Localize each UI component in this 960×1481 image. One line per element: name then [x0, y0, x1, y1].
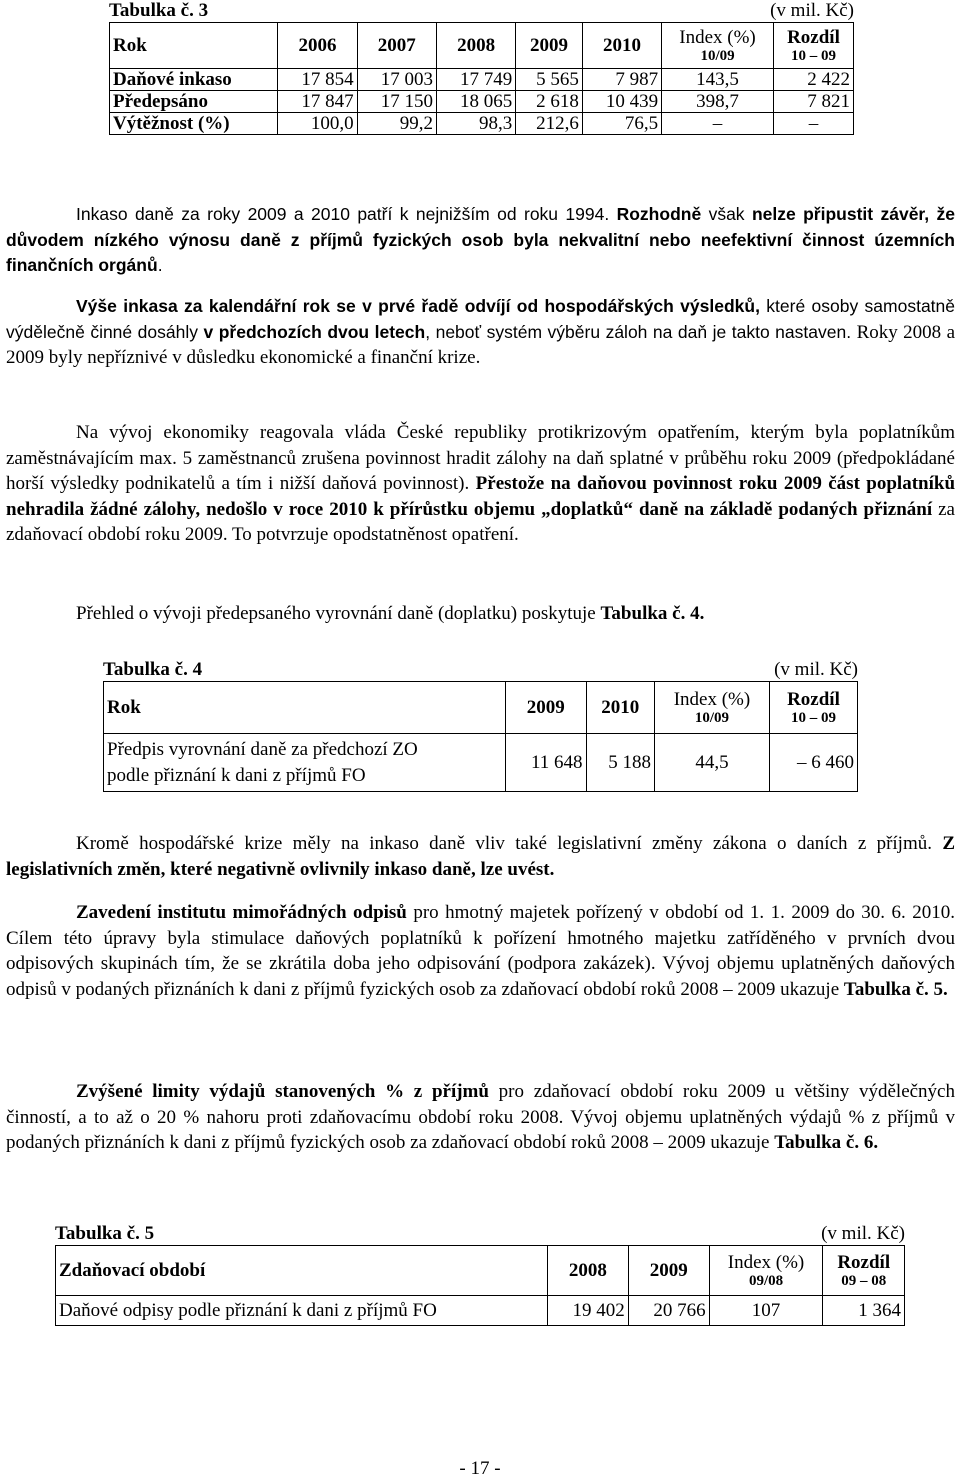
table-5-unit: (v mil. Kč) — [821, 1223, 905, 1244]
paragraph-7 — [6, 1079, 955, 1156]
p7-text: pro zdaňovací období roku 2009 u většiny výdělečných činností, a to až o 20 % nahoru proti zdaňovacímu období roku 2008. Vývoj objemu uplatněných výdajů % z příjmů v podaných přiznáních k dani z příjmů fyzických osob za zdaňovací období roků 2008 – 2009 ukazuje — [6, 1081, 955, 1153]
t3-rozdil-label: Rozdíl — [787, 27, 840, 48]
p1-text: však — [701, 204, 752, 224]
t5-index-label: Index (%) — [727, 1252, 805, 1273]
table-4-unit: (v mil. Kč) — [774, 659, 858, 680]
t3-index-label: Index (%) — [679, 27, 756, 48]
table-3-unit: (v mil. Kč) — [770, 0, 854, 21]
p1-text: Inkaso daně za roky 2009 a 2010 patří k nejnižším od roku 1994. — [76, 204, 617, 224]
p2-bold: v předchozích dvou letech — [203, 321, 426, 342]
t4-head-year: 2010 — [586, 682, 654, 734]
t3-head-year: 2009 — [516, 23, 583, 69]
table-4-caption: Tabulka č. 4 — [103, 659, 203, 680]
cell: 17 854 — [278, 69, 357, 91]
t4-head-rozdil — [769, 682, 857, 734]
table-3-grid — [109, 22, 854, 135]
cell: 143,5 — [662, 69, 774, 91]
t3-head-rozdil — [773, 23, 853, 69]
table-4-grid — [103, 681, 858, 792]
p2-text: které osoby samostatně výdělečně činné dosáhly — [6, 296, 956, 342]
cell: 2 422 — [773, 69, 853, 91]
cell: 7 821 — [773, 91, 853, 113]
cell: 18 065 — [436, 91, 515, 113]
paragraph-3 — [6, 420, 955, 548]
cell: 5 188 — [586, 734, 654, 792]
p1-bold: nelze připustit závěr, že důvodem nízkého výnosu daně z příjmů fyzických osob byla nekvalitní nebo neefektivní činnost územních finančních orgánů — [6, 204, 956, 275]
cell: – — [662, 113, 774, 135]
table-row — [110, 91, 854, 113]
cell: 11 648 — [506, 734, 587, 792]
cell: 10 439 — [582, 91, 661, 113]
t5-index-sub: 09/08 — [748, 1273, 784, 1289]
cell: 44,5 — [655, 734, 770, 792]
t3-head-year: 2008 — [436, 23, 515, 69]
p5-text: Kromě hospodářské krize měly na inkaso daně vliv také legislativní změny zákona o daních z příjmů. — [76, 833, 943, 854]
cell: 76,5 — [582, 113, 661, 135]
cell: 212,6 — [516, 113, 583, 135]
cell: 98,3 — [436, 113, 515, 135]
t4-rozdil-sub: 10 – 09 — [790, 710, 836, 726]
cell: 99,2 — [357, 113, 436, 135]
table-3 — [109, 0, 854, 135]
t4-index-sub: 10/09 — [694, 710, 730, 726]
t3-head-index — [662, 23, 774, 69]
paragraph-5 — [6, 831, 955, 882]
t3-index-sub: 10/09 — [700, 48, 735, 64]
row-label — [104, 734, 506, 792]
p2-text-serif: Roky 2008 a 2009 byly nepříznivé v důsledku ekonomické a finanční krize. — [6, 321, 955, 368]
cell: – — [773, 113, 853, 135]
row-label: Daňové inkaso — [110, 69, 278, 91]
table-row — [104, 734, 858, 792]
table-5 — [55, 1223, 905, 1326]
cell: 107 — [709, 1296, 823, 1326]
t5-rozdil-label: Rozdíl — [837, 1252, 891, 1273]
paragraph-2 — [6, 294, 955, 371]
row-label: Daňové odpisy podle přiznání k dani z příjmů FO — [56, 1296, 548, 1326]
p3-bold: Přestože na daňovou povinnost roku 2009 část poplatníků nehradila žádné zálohy, nedošlo v roce 2010 k přírůstku objemu „doplatků“ daně na základě podaných přiznání — [6, 473, 956, 520]
p2-text: , neboť systém výběru záloh na daň je takto nastaven. — [425, 321, 857, 342]
p3-text: za zdaňovací období roku 2009. To potvrzuje opodstatněnost opatření. — [6, 498, 955, 545]
cell: 398,7 — [662, 91, 774, 113]
table-4 — [103, 659, 858, 792]
t5-head-rozdil — [823, 1246, 905, 1296]
cell: 100,0 — [278, 113, 357, 135]
t5-head-index — [709, 1246, 823, 1296]
t4-head-index — [655, 682, 770, 734]
p5-bold: Z legislativních změn, které negativně ovlivnily inkaso daně, lze uvést. — [6, 833, 955, 880]
p4-text: Přehled o vývoji předepsaného vyrovnání daně (doplatku) poskytuje — [76, 603, 601, 624]
p6-text: pro hmotný majetek pořízený v období od 1. 1. 2009 do 30. 6. 2010. Cílem této úpravy byla stimulace daňových poplatníků k pořízení hmotného majetku zatříděného v prvních dvou odpisových skupinách tím, že se zkrátila doba jeho odpisování (podpora zakázek). Vývoj objemu uplatněných daňových odpisů v podaných přiznáních k dani z příjmů fyzických osob za zdaňovací období roků 2008 – 2009 ukazuje — [6, 902, 955, 1000]
page-number: - 17 - — [459, 1458, 501, 1479]
p4-bold: Tabulka č. 4. — [600, 603, 705, 624]
paragraph-1 — [6, 202, 955, 279]
table-row — [110, 113, 854, 135]
cell: 19 402 — [548, 1296, 629, 1326]
t5-head-year: 2008 — [548, 1246, 629, 1296]
p1-text: . — [157, 255, 163, 275]
p1-bold: Rozhodně — [616, 204, 702, 224]
t4-rozdil-label: Rozdíl — [787, 689, 840, 710]
t3-head-year: 2010 — [582, 23, 661, 69]
table-3-caption: Tabulka č. 3 — [109, 0, 209, 21]
p6-bold: Zavedení institutu mimořádných odpisů — [76, 902, 407, 923]
cell: 17 150 — [357, 91, 436, 113]
p3-text: Na vývoj ekonomiky reagovala vláda České republiky protikrizovým opatřením, kterým byla poplatníkům zaměstnávajícím max. 5 zaměstnanců zrušena povinnost hradit zálohy na daň splatné v průběhu roku 2009 (předpokládané horší výsledky podnikatelů a tím i nižší daňová povinnost). — [6, 422, 955, 494]
table-5-caption: Tabulka č. 5 — [55, 1223, 155, 1244]
p7-bold: Zvýšené limity výdajů stanovených % z příjmů — [76, 1081, 489, 1102]
cell: 7 987 — [582, 69, 661, 91]
cell: – 6 460 — [769, 734, 857, 792]
cell: 2 618 — [516, 91, 583, 113]
t3-head-rok: Rok — [110, 23, 278, 69]
cell: 17 847 — [278, 91, 357, 113]
row-label: Výtěžnost (%) — [110, 113, 278, 135]
table-row — [110, 69, 854, 91]
t4-label-line2: podle přiznání k dani z příjmů FO — [107, 764, 366, 786]
cell: 5 565 — [516, 69, 583, 91]
cell: 17 749 — [436, 69, 515, 91]
t3-head-year: 2006 — [278, 23, 357, 69]
cell: 20 766 — [628, 1296, 709, 1326]
cell: 17 003 — [357, 69, 436, 91]
cell: 1 364 — [823, 1296, 905, 1326]
t4-head-rok: Rok — [104, 682, 506, 734]
table-5-grid — [55, 1245, 905, 1326]
p7-bold: Tabulka č. 6. — [774, 1132, 879, 1153]
row-label: Předepsáno — [110, 91, 278, 113]
t5-head-year: 2009 — [628, 1246, 709, 1296]
paragraph-4 — [6, 601, 955, 627]
t3-rozdil-sub: 10 – 09 — [790, 48, 836, 64]
paragraph-6 — [6, 900, 955, 1002]
t4-index-label: Index (%) — [673, 689, 751, 710]
t4-head-year: 2009 — [506, 682, 587, 734]
p2-bold: Výše inkasa za kalendářní rok se v prvé řadě odvíjí od hospodářských výsledků, — [76, 296, 760, 316]
t5-head-label: Zdaňovací období — [56, 1246, 548, 1296]
t5-rozdil-sub: 09 – 08 — [841, 1273, 887, 1289]
table-row — [56, 1296, 905, 1326]
p6-bold: Tabulka č. 5. — [843, 978, 948, 1000]
t4-label-line1: Předpis vyrovnání daně za předchozí ZO — [107, 738, 418, 760]
t3-head-year: 2007 — [357, 23, 436, 69]
